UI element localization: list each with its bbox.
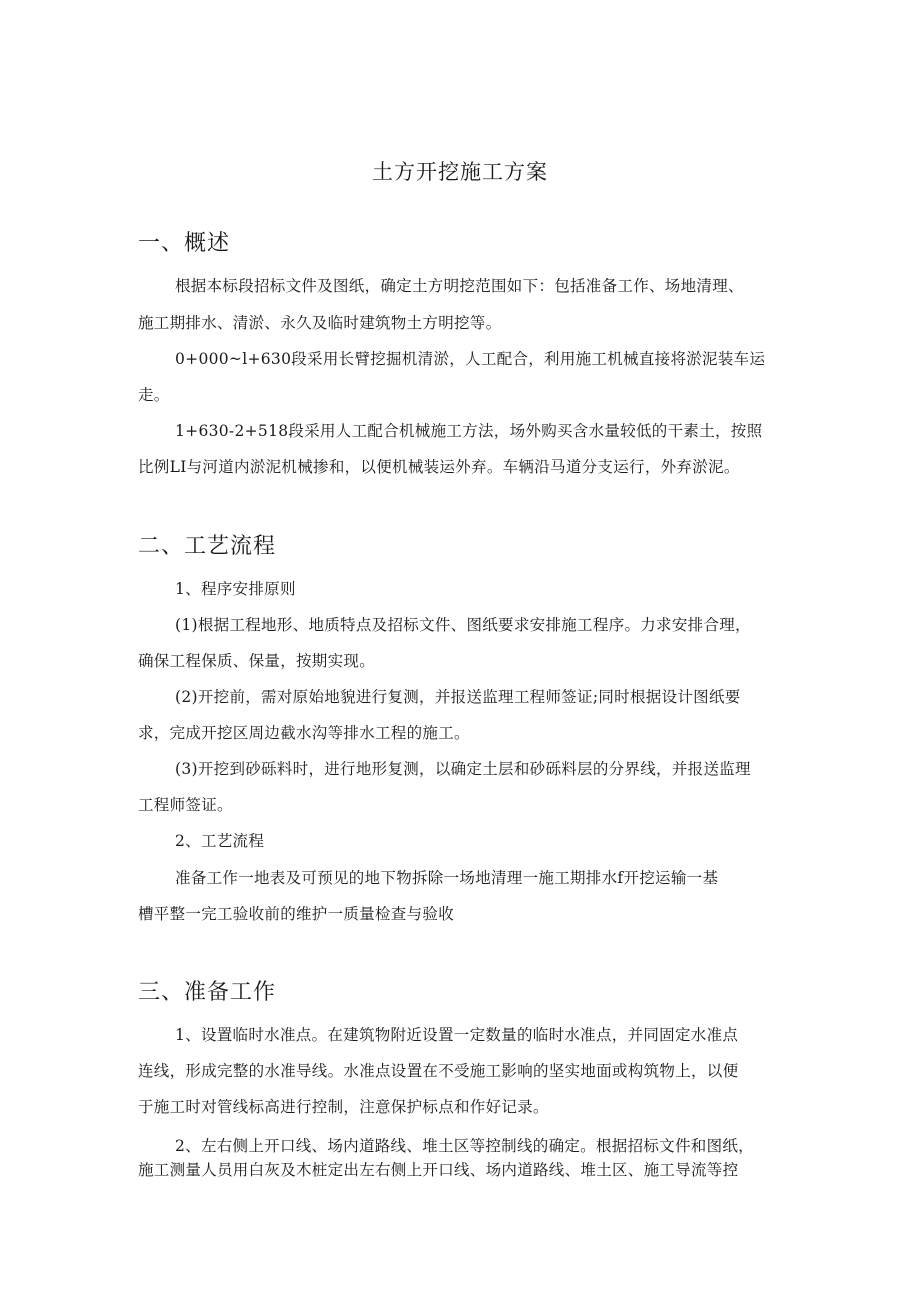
paragraph-line: 连线，形成完整的水准导线。水准点设置在不受施工影响的坚实地面或构筑物上，以便 <box>138 1062 739 1080</box>
paragraph-line: 施工测量人员用白灰及木桩定出左右侧上开口线、场内道路线、堆土区、施工导流等控 <box>138 1161 739 1179</box>
paragraph-line: 槽平整一完工验收前的维护一质量检查与验收 <box>138 905 455 923</box>
paragraph-line: 于施工时对管线标高进行控制，注意保护标点和作好记录。 <box>138 1098 549 1116</box>
paragraph-line: (1)根据工程地形、地质特点及招标文件、图纸要求安排施工程序。力求安排合理， <box>175 616 751 634</box>
paragraph-line: 2、左右侧上开口线、场内道路线、堆土区等控制线的确定。根据招标文件和图纸， <box>175 1137 754 1155</box>
section-heading-overview: 一、概述 <box>138 231 231 256</box>
paragraph-line: 0+000~l+630段采用长臂挖掘机清淤，人工配合，利用施工机械直接将淤泥装车运 <box>175 350 766 368</box>
paragraph-line: 走。 <box>138 386 170 404</box>
paragraph-line: (3)开挖到砂砾料时，进行地形复测，以确定土层和砂砾料层的分界线，并报送监理 <box>175 760 751 778</box>
paragraph-line: 1、设置临时水准点。在建筑物附近设置一定数量的临时水准点，并同固定水准点 <box>175 1026 739 1044</box>
paragraph-line: 准备工作一地表及可预见的地下物拆除一场地清理一施工期排水f开挖运输一基 <box>175 869 719 887</box>
paragraph-line: 工程师签证。 <box>138 796 233 814</box>
section-heading-process: 二、工艺流程 <box>138 534 277 559</box>
subheading-line: 1、程序安排原则 <box>175 580 296 598</box>
document-title: 土方开挖施工方案 <box>372 160 548 184</box>
paragraph-line: 确保工程保质、保量，按期实现。 <box>138 652 376 670</box>
paragraph-line: 求，完成开挖区周边截水沟等排水工程的施工。 <box>138 724 470 742</box>
paragraph-line: 比例LI与河道内淤泥机械掺和，以便机械装运外弃。车辆沿马道分支运行，外弃淤泥。 <box>138 458 740 476</box>
section-heading-preparation: 三、准备工作 <box>138 980 277 1005</box>
paragraph-line: (2)开挖前，需对原始地貌进行复测，并报送监理工程师签证;同时根据设计图纸要 <box>175 688 741 706</box>
paragraph-line: 1+630-2+518段采用人工配合机械施工方法，场外购买含水量较低的干素土，按照 <box>175 422 763 440</box>
subheading-line: 2、工艺流程 <box>175 832 265 850</box>
paragraph-line: 根据本标段招标文件及图纸，确定土方明挖范围如下：包括准备工作、场地清理、 <box>175 277 744 295</box>
paragraph-line: 施工期排水、清淤、永久及临时建筑物土方明挖等。 <box>138 314 502 332</box>
